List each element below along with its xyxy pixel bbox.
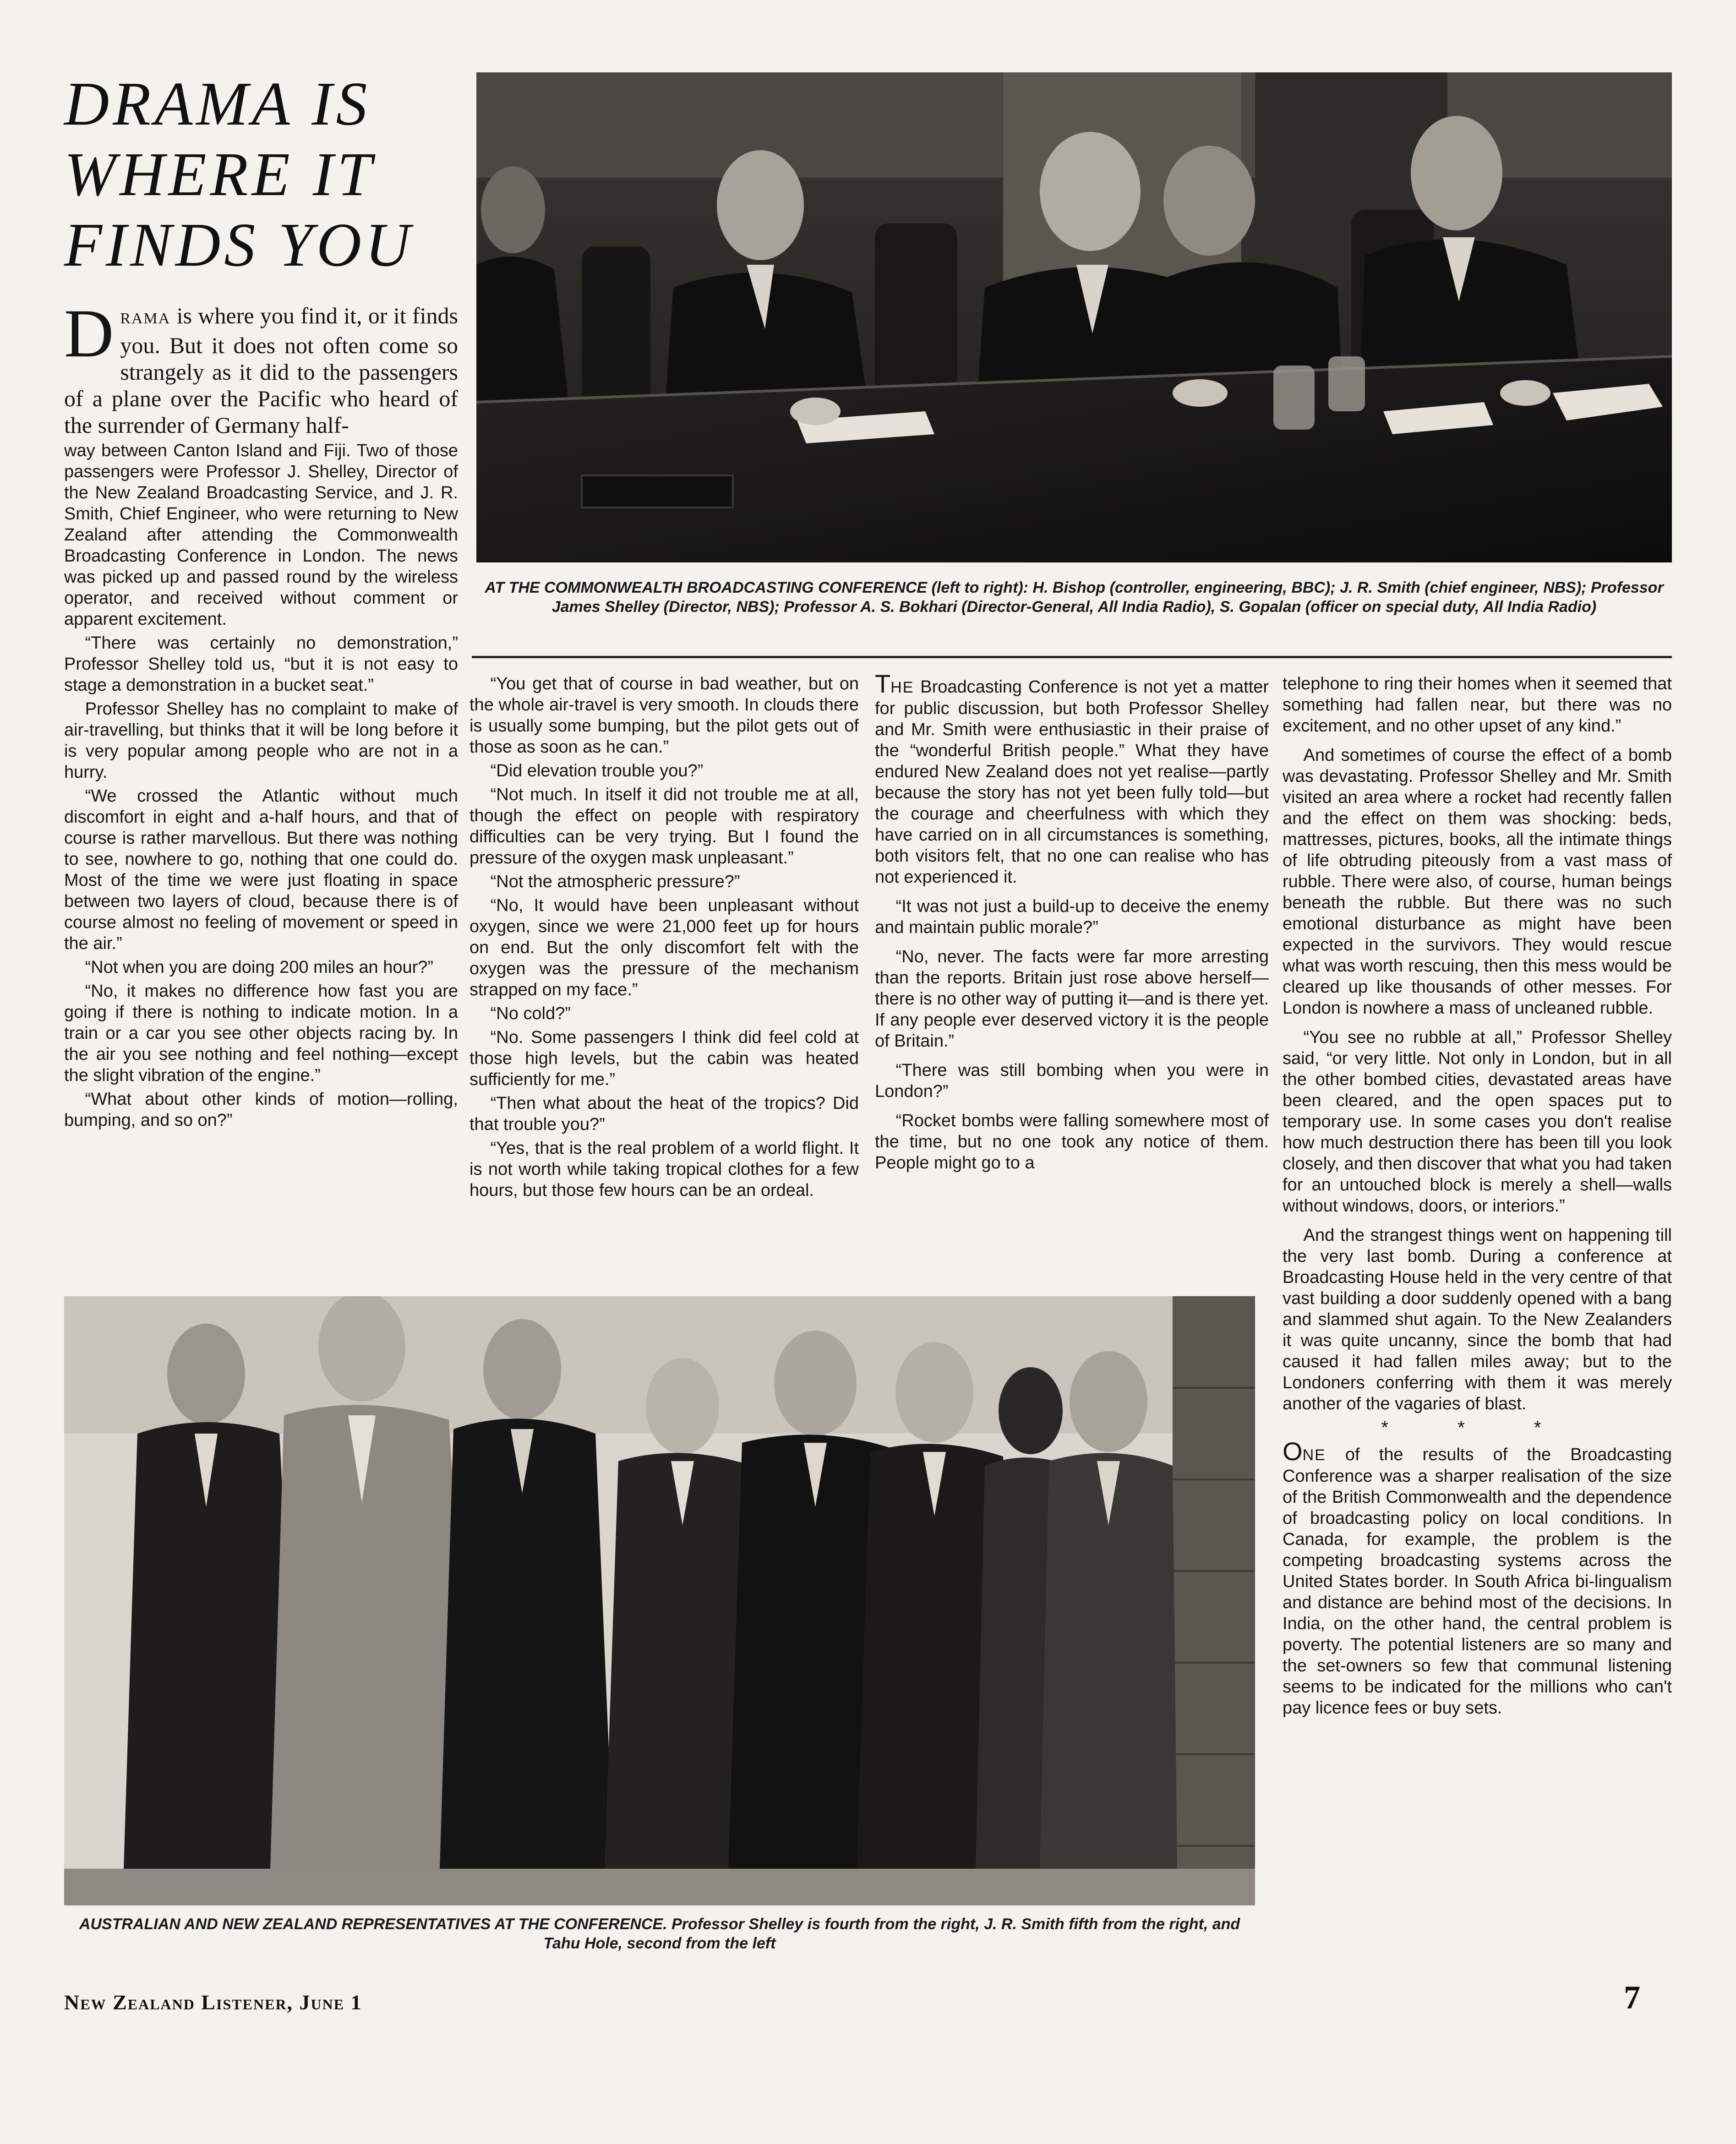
column-2 xyxy=(469,673,859,1204)
intro-lead-text: is where you find it, or it finds you. But it does not often come so strangely as it did to the passengers of a plane over the Pacific who heard of the surrender of Germany half- xyxy=(64,303,458,438)
top-photo-caption: AT THE COMMONWEALTH BROADCASTING CONFERENCE (left to right): H. Bishop (controller, engineering, BBC); J. R. Smith (chief engineer, NBS); Professor James Shelley (Director, NBS); Professor A. S. Bokhari (Director-General, All India Radio), S. Gopalan (officer on special duty, All India Radio) xyxy=(485,579,1664,616)
col4-drop-cap: O xyxy=(1283,1437,1303,1466)
col3-drop-cap: T xyxy=(875,669,891,698)
intro-first-word: RAMA xyxy=(120,310,171,327)
column-4 xyxy=(1283,673,1672,1721)
column-3 xyxy=(875,669,1269,1176)
col2-paragraph: “Then what about the heat of the tropics? Did that trouble you?” xyxy=(469,1094,859,1134)
representatives-group-photo xyxy=(64,1296,1255,1905)
col2-paragraph: “No. Some passengers I think did feel cold at those high levels, but the cabin was heated sufficiently for me.” xyxy=(469,1028,859,1089)
col3-paragraph: “It was not just a build-up to deceive the enemy and maintain public morale?” xyxy=(875,897,1269,937)
intro-rest: way between Canton Island and Fiji. Two of those passengers were Professor J. Shelley, Director of the New Zealand Broadcasting Service, and J. R. Smith, Chief Engineer, who were returning to New Zealand after attending the Commonwealth Broadcasting Conference in London. The news was picked up and passed round by the wireless operator, and received without comment or apparent excitement. xyxy=(64,441,458,629)
col4-paragraph: And the strangest things went on happening till the very last bomb. During a conference at Broadcasting House held in the very centre of that vast building a door suddenly opened with a bang and slammed shut again. To the New Zealanders it was quite uncanny, since the bomb that had caused it had fallen miles away; but to the Londoners conferring with them it was merely another of the vagaries of blast. xyxy=(1283,1226,1672,1413)
col1-paragraph: “There was certainly no demonstration,” Professor Shelley told us, “but it is not easy to stage a demonstration in a bucket seat.” xyxy=(64,633,458,695)
col3-first-text: Broadcasting Conference is not yet a matter for public discussion, but both Professor Shelley and Mr. Smith were enthusiastic in their praise of the “wonderful British people.” What they have endured New Zealand does not yet realise—partly because the story has not yet been fully told—but the courage and cheerfulness with which they have carried on in all circumstances is something, both visitors felt, that no one can realise who has not experienced it. xyxy=(875,677,1269,887)
col3-first-paragraph xyxy=(875,669,1269,888)
section-break-stars: * * * xyxy=(1381,1418,1573,1438)
caption-rule xyxy=(472,656,1672,658)
bottom-photo-caption: AUSTRALIAN AND NEW ZEALAND REPRESENTATIVES AT THE CONFERENCE. Professor Shelley is fourth from the right, J. R. Smith fifth from the right, and Tahu Hole, second from the left xyxy=(79,1915,1240,1952)
col2-paragraph: “No cold?” xyxy=(490,1004,571,1023)
col2-paragraph: “Yes, that is the real problem of a world flight. It is not worth while taking tropical clothes for a few hours, but those few hours can be an ordeal. xyxy=(469,1139,859,1200)
col1-paragraph: “No, it makes no difference how fast you are going if there is nothing to indicate motion. In a train or a car you see other objects racing by. In the air you see nothing and feel nothing—except the slight vibration of the engine.” xyxy=(64,982,458,1085)
page-number: 7 xyxy=(1624,1979,1640,2016)
headline-line-1: DRAMA IS xyxy=(64,70,371,138)
col2-paragraph: “You get that of course in bad weather, but on the whole air-travel is very smooth. In clouds there is usually some bumping, but the pilot gets out of those as soon as he can.” xyxy=(469,674,859,757)
col4-first-word: NE xyxy=(1302,1446,1326,1464)
drop-cap: D xyxy=(64,295,114,371)
intro-lead-paragraph xyxy=(64,295,458,438)
headline xyxy=(64,69,467,280)
col4-paragraph: “You see no rubble at all,” Professor Shelley said, “or very little. Not only in London, but in all the other bombed cities, devastated areas have been cleared, and the open spaces put to temporary use. In some cases you don't realise how much destruction there has been till you look closely, and then discover that what you had taken for an untouched block is merely a shell—walls without windows, doors, or interiors.” xyxy=(1283,1028,1672,1216)
col3-first-word: HE xyxy=(890,679,914,696)
col1-paragraph: Professor Shelley has no complaint to make of air-travelling, but thinks that it will be long before it is very popular among people who are not in a hurry. xyxy=(64,699,458,782)
col2-paragraph: “Not much. In itself it did not trouble me at all, though the effect on people with respiratory difficulties can be very trying. But I found the pressure of the oxygen mask unpleasant.” xyxy=(469,785,859,867)
col2-paragraph: “No, It would have been unpleasant without oxygen, since we were 21,000 feet up for hours on end. But the only discomfort felt with the oxygen was the pressure of the mechanism strapped on my face.” xyxy=(469,896,859,999)
col3-paragraph: “Rocket bombs were falling somewhere most of the time, but no one took any notice of them. People might go to a xyxy=(875,1111,1269,1173)
col4-paragraph: And sometimes of course the effect of a bomb was devastating. Professor Shelley and Mr. Smith visited an area where a rocket had recently fallen and the effect on them was shocking: beds, mattresses, pictures, books, all the intimate things of life obtruding piteously from a vast mass of rubble. There were also, of course, human beings beneath the rubble. But there was no such emotional disturbance as might have been expected in the survivors. They would rescue what was worth rescuing, then this mess would be cleared up like thousands of other messes. For London is nowhere a mass of uncleaned rubble. xyxy=(1283,746,1672,1018)
col4-last-paragraph xyxy=(1283,1437,1672,1718)
conference-table-photo xyxy=(476,72,1672,562)
col3-paragraph: “No, never. The facts were far more arresting than the reports. Britain just rose above herself—there is no other way of putting it—and is there yet. If any people ever deserved victory it is the people of Britain.” xyxy=(875,947,1269,1051)
headline-line-3: FINDS YOU xyxy=(64,211,414,279)
col1-paragraph: “We crossed the Atlantic without much discomfort in eight and a-half hours, and that of course is rather marvellous. But there was nothing to see, nowhere to go, nothing that one could do. Most of the time we were just floating in space between two layers of cloud, because there is of course almost no feeling of movement or speed in the air.” xyxy=(64,786,458,953)
col1-paragraph: “What about other kinds of motion—rolling, bumping, and so on?” xyxy=(64,1090,458,1130)
col4-last-text: of the results of the Broadcasting Conference was a sharper realisation of the size of the British Commonwealth and the dependence of broadcasting policy on local conditions. In Canada, for example, the problem is the competing broadcasting systems across the United States border. In South Africa bi-lingualism and distance are behind most of the decisions. In India, on the other hand, the central problem is poverty. The potential listeners are so many and the set-owners so few that communal listening seems to be indicated for the millions who can't pay licence fees or buy sets. xyxy=(1283,1445,1672,1718)
col1-paragraph: “Not when you are doing 200 miles an hour?” xyxy=(85,958,434,977)
col2-paragraph: “Did elevation trouble you?” xyxy=(490,761,704,780)
col3-paragraph: “There was still bombing when you were in London?” xyxy=(875,1061,1269,1101)
publication-footer: New Zealand Listener, June 1 xyxy=(64,1991,362,2014)
col2-paragraph: “Not the atmospheric pressure?” xyxy=(490,872,740,891)
headline-line-2: WHERE IT xyxy=(64,140,376,209)
intro-column xyxy=(64,295,458,1134)
col4-paragraph: telephone to ring their homes when it seemed that something had fallen near, but there was no excitement, and no other upset of any kind.” xyxy=(1283,674,1672,736)
